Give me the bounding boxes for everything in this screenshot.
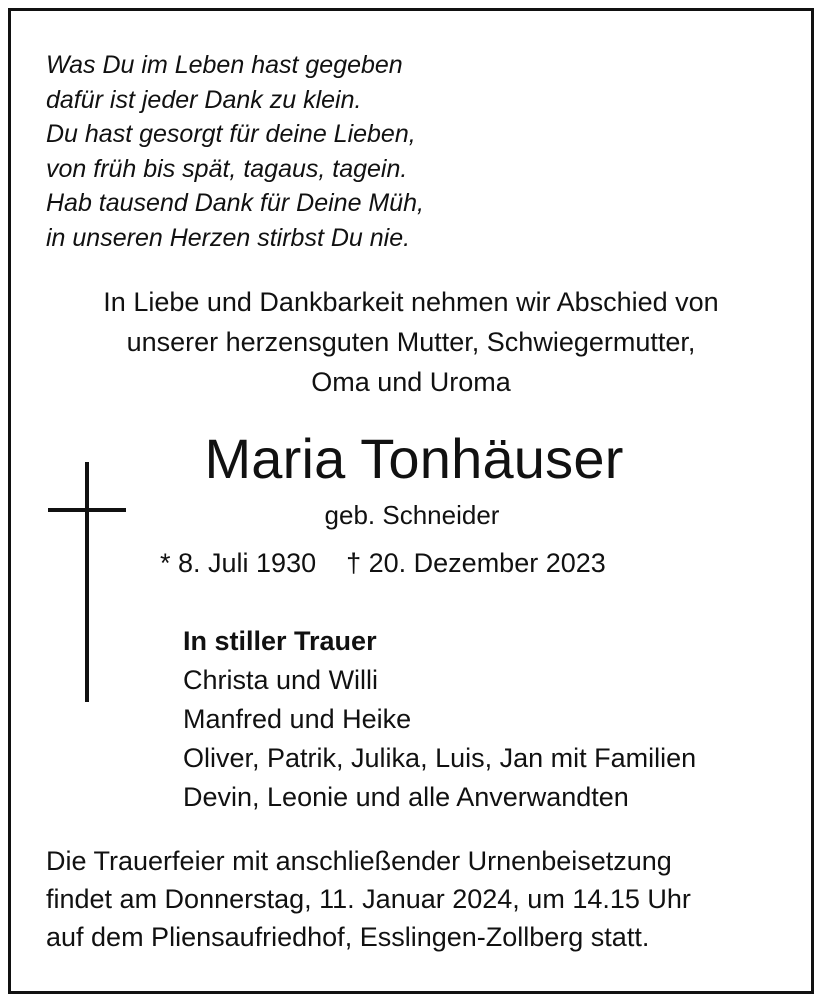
mourner-name: Christa und Willi xyxy=(183,665,379,695)
poem-line: Du hast gesorgt für deine Lieben, xyxy=(46,120,416,148)
poem-line: von früh bis spät, tagaus, tagein. xyxy=(46,154,408,183)
life-dates xyxy=(160,544,606,582)
mourner-name: Manfred und Heike xyxy=(183,704,412,734)
farewell-intro xyxy=(0,282,822,402)
mourner-name: Oliver, Patrik, Julika, Luis, Jan mit Familien xyxy=(183,743,697,773)
poem-line: dafür ist jeder Dank zu klein. xyxy=(46,85,362,114)
birth-date: * 8. Juli 1930 xyxy=(160,548,317,578)
maiden-name: geb. Schneider xyxy=(324,500,500,530)
intro-line: Oma und Uroma xyxy=(311,367,511,397)
poem-line: Hab tausend Dank für Deine Müh, xyxy=(46,189,424,217)
mourner-name: Devin, Leonie und alle Anverwandten xyxy=(183,782,629,812)
intro-line: In Liebe und Dankbarkeit nehmen wir Abschied von xyxy=(103,287,719,317)
ceremony-line: findet am Donnerstag, 11. Januar 2024, um 14.15 Uhr xyxy=(46,884,691,914)
intro-line: unserer herzensguten Mutter, Schwiegermutter, xyxy=(126,327,696,357)
ceremony-line: auf dem Pliensaufriedhof, Esslingen-Zollberg statt. xyxy=(46,922,650,952)
ceremony-line: Die Trauerfeier mit anschließender Urnenbeisetzung xyxy=(46,846,672,876)
poem-line: Was Du im Leben hast gegeben xyxy=(46,51,403,79)
ceremony-notice xyxy=(46,842,691,956)
death-date: † 20. Dezember 2023 xyxy=(346,548,606,578)
mourners-list xyxy=(183,622,696,817)
deceased-name: Maria Tonhäuser xyxy=(204,427,624,490)
mourners-title: In stiller Trauer xyxy=(183,626,377,656)
poem-line: in unseren Herzen stirbst Du nie. xyxy=(46,223,411,252)
memorial-poem xyxy=(46,48,424,255)
